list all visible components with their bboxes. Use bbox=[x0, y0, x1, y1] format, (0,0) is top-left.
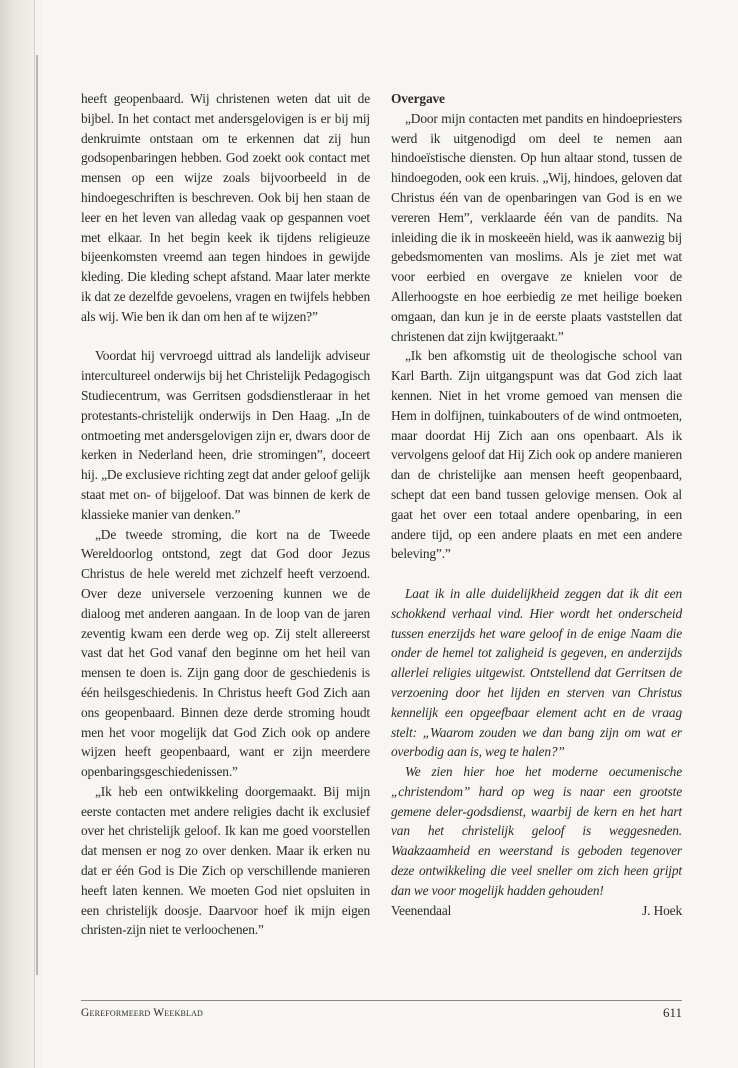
binding-line bbox=[36, 55, 38, 975]
signature-place: Veenendaal bbox=[391, 902, 452, 918]
signature-line bbox=[391, 901, 682, 921]
left-paragraph-2: Voordat hij vervroegd uittrad als landelijk adviseur intercultureel onderwijs bij het Christelijk Pedagogisch Studiecentrum, was Gerritsen godsdienstleraar in het protestants-christelijk onderwijs in Den Haag. „In de ontmoeting met andersgelovigen zijn er, dwars door de kerken in Nederland heen, drie stromingen”, doceert hij. „De exclusieve richting zegt dat ander geloof gelijk staat met on- of bijgeloof. Dat was binnen de kerk de klassieke manier van denken.” bbox=[81, 348, 370, 522]
publication-name: Gereformeerd Weekblad bbox=[81, 1007, 204, 1019]
commentary-paragraph-2: We zien hier hoe het moderne oecumenische „christendom” hard op weg is naar een grootste gemene deler-godsdienst, waarbij de kern en het hart van het christelijk geloof is weggesneden. Waakzaamheid en weerstand is geboden tegenover deze ontwikkeling die veel sneller om zich heen grijpt dan we voor mogelijk hadden gehouden! bbox=[391, 764, 682, 898]
signature-author: J. Hoek bbox=[642, 902, 682, 918]
left-paragraph-1: heeft geopenbaard. Wij christenen weten dat uit de bijbel. In het contact met andersgelovigen is er bij mij denkruimte ontstaan om te erkennen dat zij hun godsopenbaringen hebben. God zoekt ook contact met mensen op een wijze zoals bijvoorbeeld in de hindoegeschriften is beschreven. Ook bij hen staan de leer en het leven van alledag vaak op gespannen voet met elkaar. In het begin keek ik tijdens religieuze bijeenkomsten vreemd aan tegen hindoes in gewijde kleding. Die kleding schept afstand. Maar later merkte ik dat ze dezelfde gevoelens, vragen en twijfels hebben als wij. Wie ben ik dan om hen af te wijzen?” bbox=[81, 91, 370, 324]
page-number: 611 bbox=[662, 1005, 682, 1020]
right-column bbox=[391, 89, 682, 920]
left-paragraph-3: „De tweede stroming, die kort na de Tweede Wereldoorlog ontstond, zegt dat God door Jezus Christus de hele wereld met zichzelf heeft verzoend. Over deze universele verzoening kunnen we de dialoog met anderen aangaan. In de loop van de jaren zeventig kwam een derde weg op. Zij stelt allereerst vast dat het God vanaf den beginne om het heil van mensen te doen is. Zijn gang door de geschiedenis is één heilsgeschiedenis. In Christus heeft God Zich aan ons geopenbaard. Binnen deze derde stroming houdt men het voor mogelijk dat God Zich ook op andere wijzen heeft geopenbaard, want er zijn meerdere openbaringsgeschiedenissen.” bbox=[81, 526, 370, 780]
footer-rule bbox=[81, 1000, 682, 1001]
left-paragraph-4: „Ik heb een ontwikkeling doorgemaakt. Bij mijn eerste contacten met andere religies dacht ik exclusief over het christelijk geloof. Ik kan me goed voorstellen dat mensen er nog zo over denken. Maar ik erken nu dat er één God is Die Zich op verschillende manieren heeft laten kennen. We moeten God niet opsluiten in een christelijk doosje. Daarvoor hoef ik mijn eigen christen-zijn niet te verloochenen.” bbox=[81, 783, 370, 938]
commentary-paragraph-1: Laat ik in alle duidelijkheid zeggen dat ik dit een schokkend verhaal vind. Hier wordt het onderscheid tussen enerzijds het ware geloof in de enige Naam die onder de hemel tot zaligheid is gegeven, en anderzijds allerlei religies uitgewist. Ontstellend dat Gerritsen de verzoening door het lijden en sterven van Christus kennelijk een opgeefbaar element acht en de vraag stelt: „Waarom zouden we dan bang zijn om wat er overbodig aan is, weg te halen?” bbox=[391, 585, 682, 760]
right-paragraph-2: „Ik ben afkomstig uit de theologische school van Karl Barth. Zijn uitgangspunt was dat God zich laat kennen. Niet in het vrome gemoed van mensen die Hem in dolfijnen, tuinkabouters of de wind ontmoeten, maar doordat Hij Zich aan ons openbaart. Als ik vervolgens geloof dat Hij Zich ook op andere manieren dan de christelijke aan mensen heeft geopenbaard, schept dat een band tussen gelovige mensen. Ook al gaat het over een totaal andere openbaring, in een andere tijd, op een andere plaats en met een andere beleving”.” bbox=[391, 348, 682, 562]
section-heading: Overgave bbox=[391, 91, 445, 106]
book-spine-shadow bbox=[0, 0, 35, 1068]
right-paragraph-1: „Door mijn contacten met pandits en hindoepriesters werd ik uitgenodigd om deel te nemen aan hindoeïstische diensten. Op hun altaar stond, tussen de hindoegoden, ook een kruis. „Wij, hindoes, geloven dat Christus één van de openbaringen van God is en we vereren Hem”, verklaarde één van de pandits. Na inleiding die ik in moskeeën hield, was ik aanwezig bij gebedsmomenten van moslims. Als je ziet met wat voor eerbied en overgave ze knielen voor de Allerhoogste en hoe eerbiedig ze met heilige boeken omgaan, dan kun je in de eerste plaats vaststellen dat christenen dat zijn kwijtgeraakt.” bbox=[391, 110, 682, 344]
left-column bbox=[81, 89, 370, 940]
